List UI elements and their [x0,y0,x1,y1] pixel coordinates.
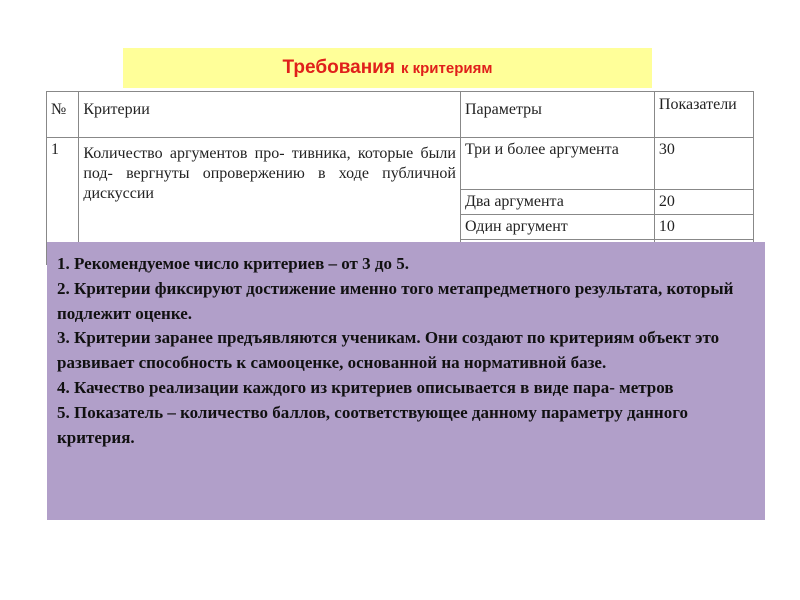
param-cell: Два аргумента [460,190,654,215]
score-cell: 20 [654,190,753,215]
score-cell: 10 [654,215,753,240]
note-item: 5. Показатель – количество баллов, соответствующее данному параметру данного критерия. [57,402,689,447]
score-cell: 30 [654,138,753,190]
param-cell: Три и более аргумента [460,138,654,190]
param-cell: Один аргумент [460,215,654,240]
table-header-row [47,92,754,138]
header-score: Показатели [654,92,753,138]
note-item: 4. Качество реализации каждого из критериев описывается в виде пара- метров [57,377,674,397]
row-num: 1 [47,138,79,265]
criteria-table [46,91,754,265]
note-item: 1. Рекомендуемое число критериев – от 3 до 5. [57,254,410,273]
row-criterion: Количество аргументов про- тивника, которые были под- вергнуты опровержению в ходе публичной дискуссии [79,138,461,265]
note-item: 3. Критерии заранее предъявляются ученикам. Они создают по критериям объект это развивает способность к самооценке, основанной на нормативной базе. [57,328,720,373]
note-item: 2. Критерии фиксируют достижение именно того метапредметного результата, который подлежит оценке. [57,278,734,323]
notes-panel [47,242,765,520]
title-main: Требования [282,57,395,78]
table-row [47,138,754,190]
header-num: № [47,92,79,138]
title-rest: к критериям [400,59,493,77]
header-criteria: Критерии [79,92,461,138]
header-params: Параметры [460,92,654,138]
title-banner [123,48,652,88]
